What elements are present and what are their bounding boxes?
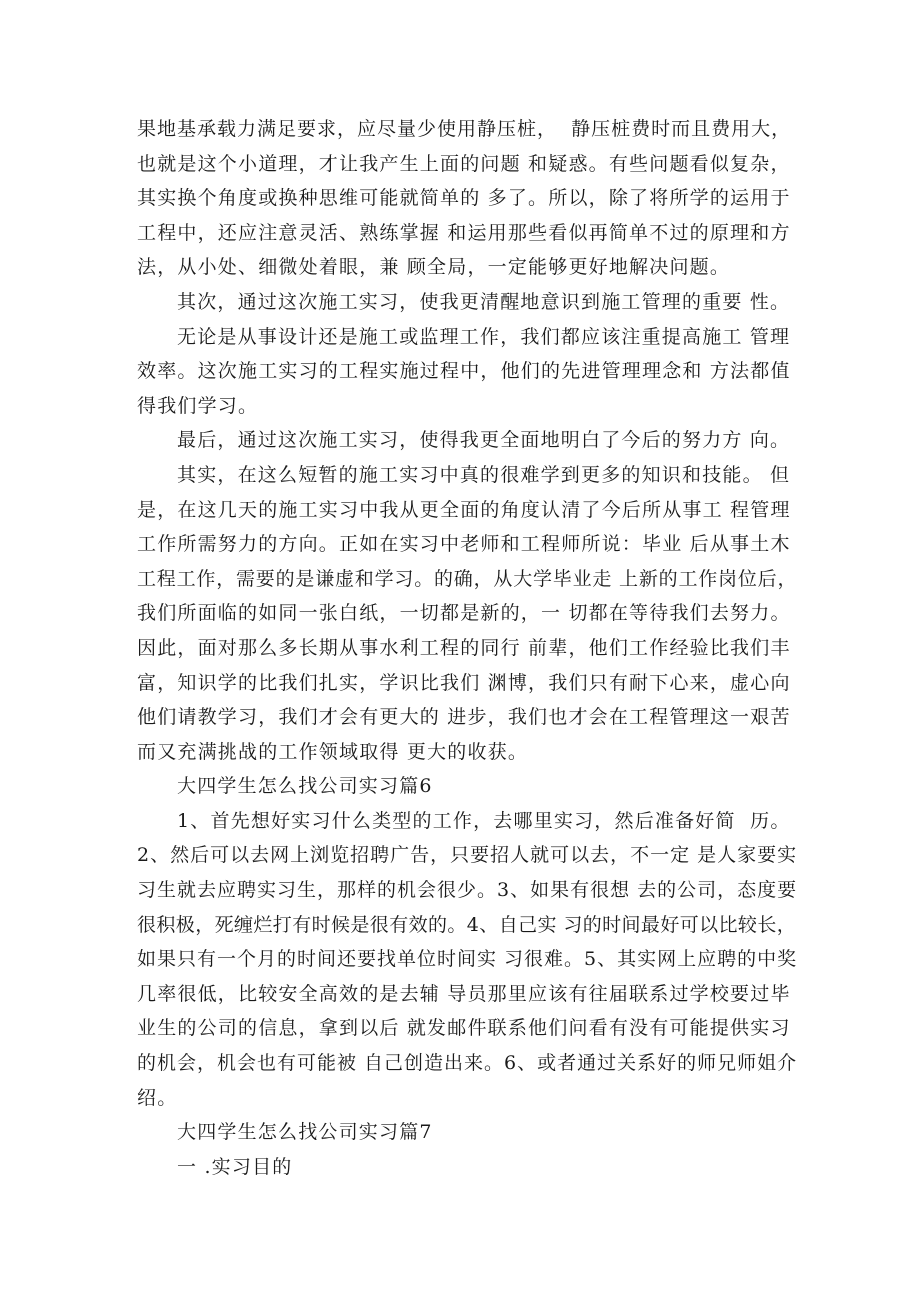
text-line: 很积极，死缠烂打有时候是很有效的。4、自己实 习的时间最好可以比较长，	[137, 913, 797, 936]
text-line: 富，知识学的比我们扎实，学识比我们 渊博，我们只有耐下心来，虚心向	[137, 671, 791, 694]
text-line: 工程工作，需要的是谦虚和学习。的确，从大学毕业走 上新的工作岗位后，	[137, 567, 798, 590]
text-line: 的机会，机会也有可能被 自己创造出来。6、或者通过关系好的师兄师姐介	[137, 1052, 798, 1075]
text-line: 一 .实习目的	[177, 1155, 293, 1178]
text-line: 果地基承载力满足要求，应尽量少使用静压桩， 静压桩费时而且费用大，	[137, 118, 792, 140]
text-line: 工程中，还应注意灵活、熟练掌握 和运用那些看似再简单不过的原理和方	[137, 221, 791, 244]
text-line: 也就是这个小道理，才让我产生上面的问题 和疑惑。有些问题看似复杂，	[137, 152, 791, 175]
text-line: 是，在这几天的施工实习中我从更全面的角度认清了今后所从事工 程管理	[137, 498, 791, 521]
text-line: 其实，在这么短暂的施工实习中真的很难学到更多的知识和技能。 但	[177, 463, 791, 486]
text-line: 2、然后可以去网上浏览招聘广告，只要招人就可以去，不一定 是人家要实	[137, 844, 798, 867]
document-body	[137, 112, 797, 1184]
text-line: 他们请教学习，我们才会有更大的 进步，我们也才会在工程管理这一艰苦	[137, 706, 791, 729]
text-line: 最后，通过这次施工实习，使得我更全面地明白了今后的努力方 向。	[177, 429, 791, 452]
text-line: 大四学生怎么找公司实习篇7	[177, 1121, 433, 1144]
text-line: 习生就去应聘实习生，那样的机会很少。3、如果有很想 去的公司，态度要	[137, 879, 798, 902]
text-line: 得我们学习。	[137, 394, 259, 417]
text-line: 法，从小处、细微处着眼，兼 顾全局，一定能够更好地解决问题。	[137, 256, 731, 279]
text-line: 我们所面临的如同一张白纸，一切都是新的，一 切都在等待我们去努力。	[137, 602, 791, 625]
text-line: 无论是从事设计还是施工或监理工作，我们都应该注重提高施工 管理	[177, 325, 791, 348]
text-line: 其次，通过这次施工实习，使我更清醒地意识到施工管理的重要 性。	[177, 290, 791, 313]
text-line: 大四学生怎么找公司实习篇6	[177, 775, 433, 798]
text-line: 业生的公司的信息，拿到以后 就发邮件联系他们问看有没有可能提供实习	[137, 1017, 791, 1040]
text-line: 如果只有一个月的时间还要找单位时间实 习很难。5、其实网上应聘的中奖	[137, 948, 798, 971]
text-line: 工作所需努力的方向。正如在实习中老师和工程师所说：毕业 后从事土木	[137, 533, 791, 556]
text-line: 而又充满挑战的工作领域取得 更大的收获。	[137, 740, 529, 763]
text-line: 其实换个角度或换种思维可能就简单的 多了。所以，除了将所学的运用于	[137, 187, 791, 210]
text-line: 几率很低，比较安全高效的是去辅 导员那里应该有往届联系过学校要过毕	[137, 982, 791, 1005]
text-line: 绍。	[137, 1086, 178, 1109]
text-line: 因此，面对那么多长期从事水利工程的同行 前辈，他们工作经验比我们丰	[137, 636, 791, 659]
text-line: 效率。这次施工实习的工程实施过程中，他们的先进管理理念和 方法都值	[137, 360, 791, 383]
text-line: 1、首先想好实习什么类型的工作，去哪里实习，然后准备好简 历。	[177, 809, 791, 832]
